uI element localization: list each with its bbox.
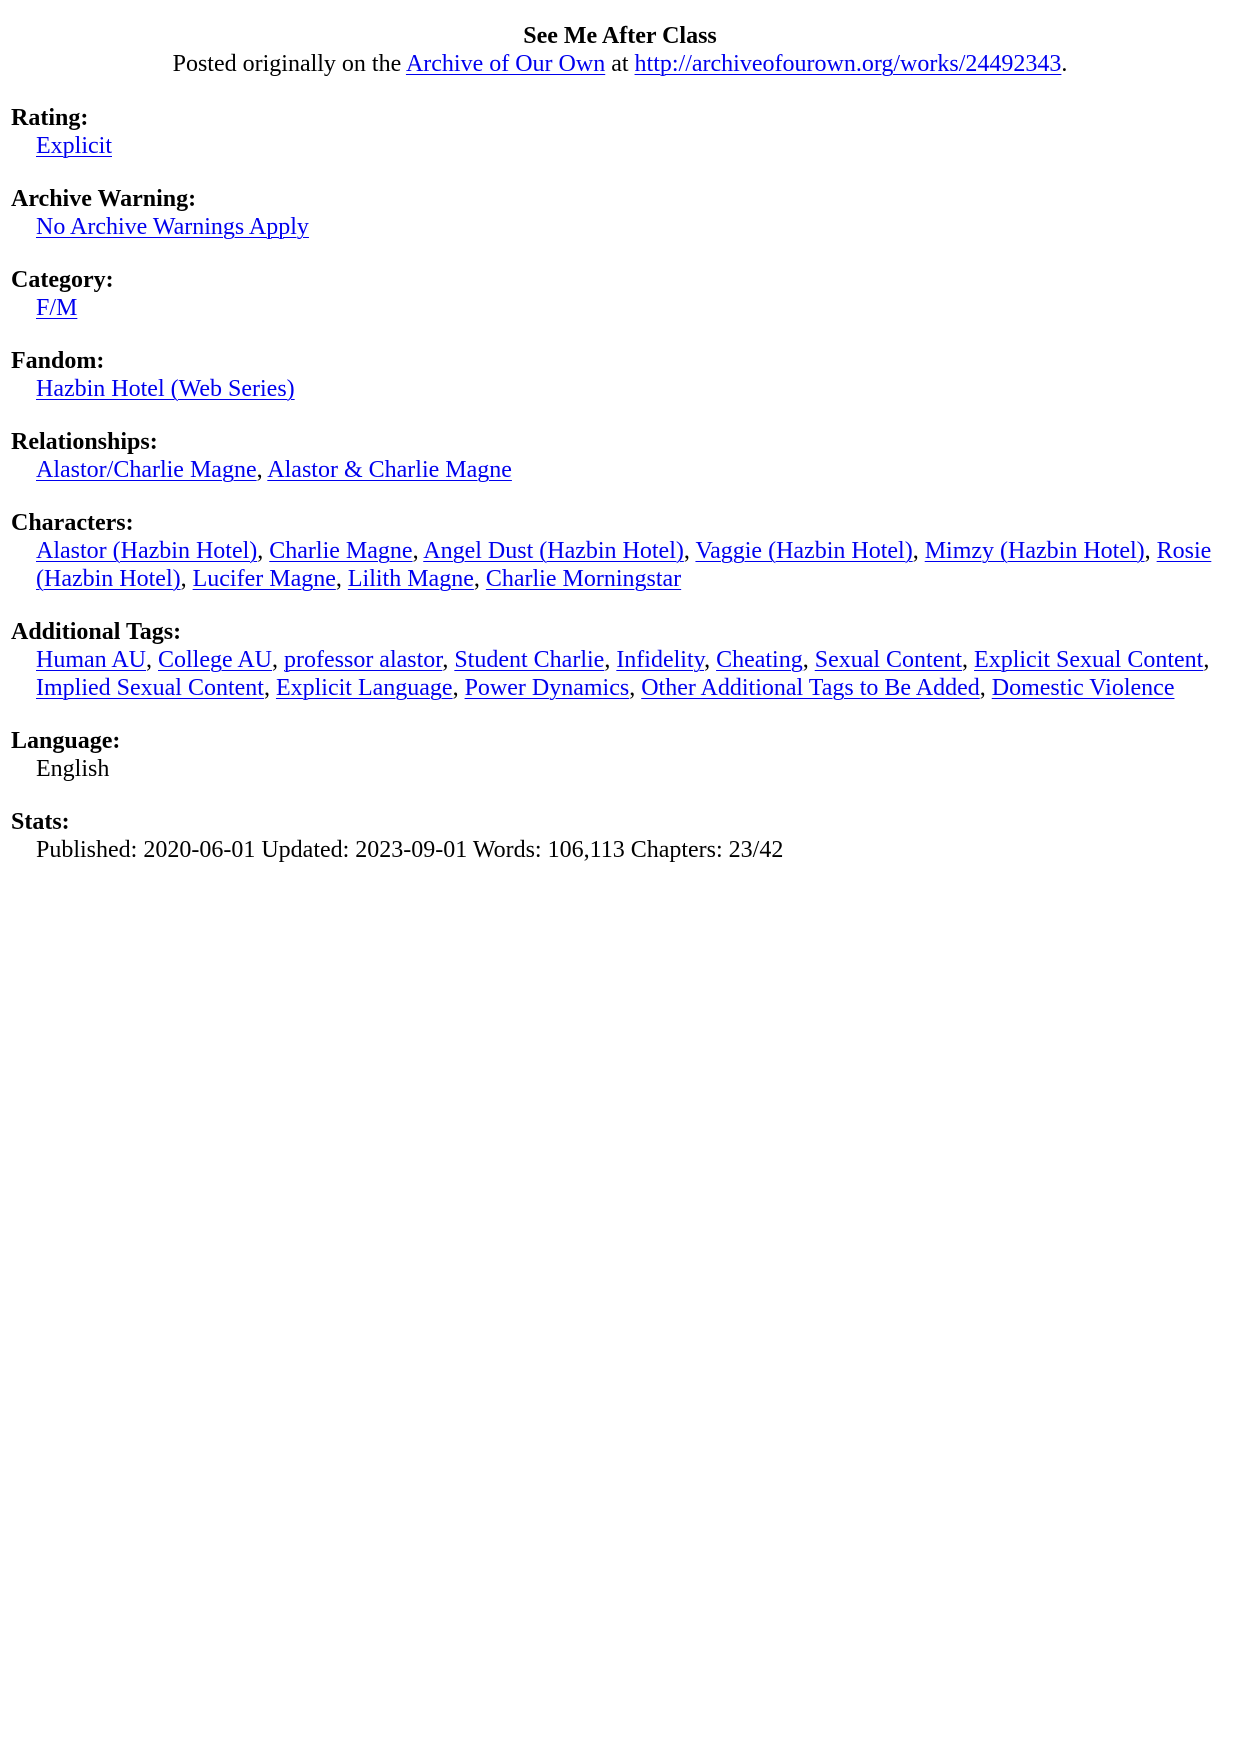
category-tags <box>36 294 1229 322</box>
character-tag-link[interactable]: Rosie (Hazbin Hotel) <box>36 538 1212 592</box>
characters-tags: Alastor (Hazbin Hotel), Charlie Magne, Angel Dust (Hazbin Hotel), Vaggie (Hazbin Hotel), Mimzy (Hazbin Hotel), Rosie (Hazbin Hotel), Lucifer Magne, Lilith Magne, Charlie Morningstar <box>36 538 1212 592</box>
rating-tags <box>36 132 1229 160</box>
stats-field <box>11 808 1229 864</box>
fandom-tags <box>36 375 1229 403</box>
language-field <box>11 727 1229 783</box>
work-url-link[interactable]: http://archiveofourown.org/works/24492343 <box>634 51 1062 77</box>
freeform-tag-link[interactable]: Infidelity <box>616 647 705 673</box>
language-label: Language: <box>11 728 121 754</box>
archive-link[interactable]: Archive of Our Own <box>405 51 606 77</box>
fandom-tag-link[interactable]: Hazbin Hotel (Web Series) <box>36 376 295 402</box>
category-field <box>11 266 1229 322</box>
language-value: English <box>36 756 110 782</box>
freeform-tag-link[interactable]: Other Additional Tags to Be Added <box>641 675 980 701</box>
freeform-tag-link[interactable]: Student Charlie <box>454 647 605 673</box>
stats-label: Stats: <box>11 809 70 835</box>
freeform-tag-link[interactable]: Explicit Language <box>275 675 453 701</box>
rating-field <box>11 104 1229 160</box>
work-meta <box>11 104 1229 864</box>
archive-warning-label: Archive Warning: <box>11 186 197 212</box>
relationships-label: Relationships: <box>11 429 158 455</box>
posted-prefix: Posted originally on the <box>172 51 406 77</box>
posted-line <box>11 50 1229 78</box>
relationships-field <box>11 428 1229 484</box>
character-tag-link[interactable]: Vaggie (Hazbin Hotel) <box>695 538 913 564</box>
character-tag-link[interactable]: Charlie Morningstar <box>485 566 682 592</box>
character-tag-link[interactable]: Alastor (Hazbin Hotel) <box>36 538 258 564</box>
character-tag-link[interactable]: Mimzy (Hazbin Hotel) <box>924 538 1145 564</box>
characters-label: Characters: <box>11 510 134 536</box>
freeform-tag-link[interactable]: Implied Sexual Content <box>36 675 264 701</box>
fandom-label: Fandom: <box>11 348 105 374</box>
archive-warning-field <box>11 185 1229 241</box>
stats-value: Published: 2020-06-01 Updated: 2023-09-01 Words: 106,113 Chapters: 23/42 <box>36 837 784 863</box>
freeform-tag-link[interactable]: Cheating <box>716 647 803 673</box>
character-tag-link[interactable]: Lucifer Magne <box>192 566 336 592</box>
posted-suffix: . <box>1061 51 1068 77</box>
page <box>0 0 1240 864</box>
work-title: See Me After Class <box>523 23 717 49</box>
freeform-tag-link[interactable]: Domestic Violence <box>991 675 1175 701</box>
warning-tag-link[interactable]: No Archive Warnings Apply <box>36 214 309 240</box>
fandom-field <box>11 347 1229 403</box>
rating-label: Rating: <box>11 105 89 131</box>
freeform-tag-link[interactable]: Power Dynamics <box>464 675 630 701</box>
character-tag-link[interactable]: Angel Dust (Hazbin Hotel) <box>423 538 684 564</box>
relationship-tag-link[interactable]: Alastor & Charlie Magne <box>267 457 512 483</box>
additional-tags-list: Human AU, College AU, professor alastor, Student Charlie, Infidelity, Cheating, Sexual Content, Explicit Sexual Content, Implied Sexual Content, Explicit Language, Power Dynamics, Other Additional Tags to Be Added, Domestic Violence <box>36 647 1210 701</box>
characters-field <box>11 509 1229 593</box>
archive-warning-tags <box>36 213 1229 241</box>
freeform-tag-link[interactable]: professor alastor <box>284 647 443 673</box>
posted-mid: at <box>605 51 635 77</box>
freeform-tag-link[interactable]: College AU <box>158 647 272 673</box>
relationship-tag-link[interactable]: Alastor/Charlie Magne <box>36 457 257 483</box>
character-tag-link[interactable]: Lilith Magne <box>347 566 474 592</box>
freeform-tag-link[interactable]: Explicit Sexual Content <box>974 647 1204 673</box>
rating-tag-link[interactable]: Explicit <box>36 133 112 159</box>
freeform-tag-link[interactable]: Sexual Content <box>814 647 963 673</box>
category-label: Category: <box>11 267 114 293</box>
additional-tags-field <box>11 618 1229 702</box>
freeform-tag-link[interactable]: Human AU <box>36 647 146 673</box>
additional-tags-label: Additional Tags: <box>11 619 182 645</box>
work-header <box>11 22 1229 78</box>
character-tag-link[interactable]: Charlie Magne <box>269 538 413 564</box>
relationships-tags: Alastor/Charlie Magne, Alastor & Charlie Magne <box>36 457 512 483</box>
category-tag-link[interactable]: F/M <box>36 295 78 321</box>
